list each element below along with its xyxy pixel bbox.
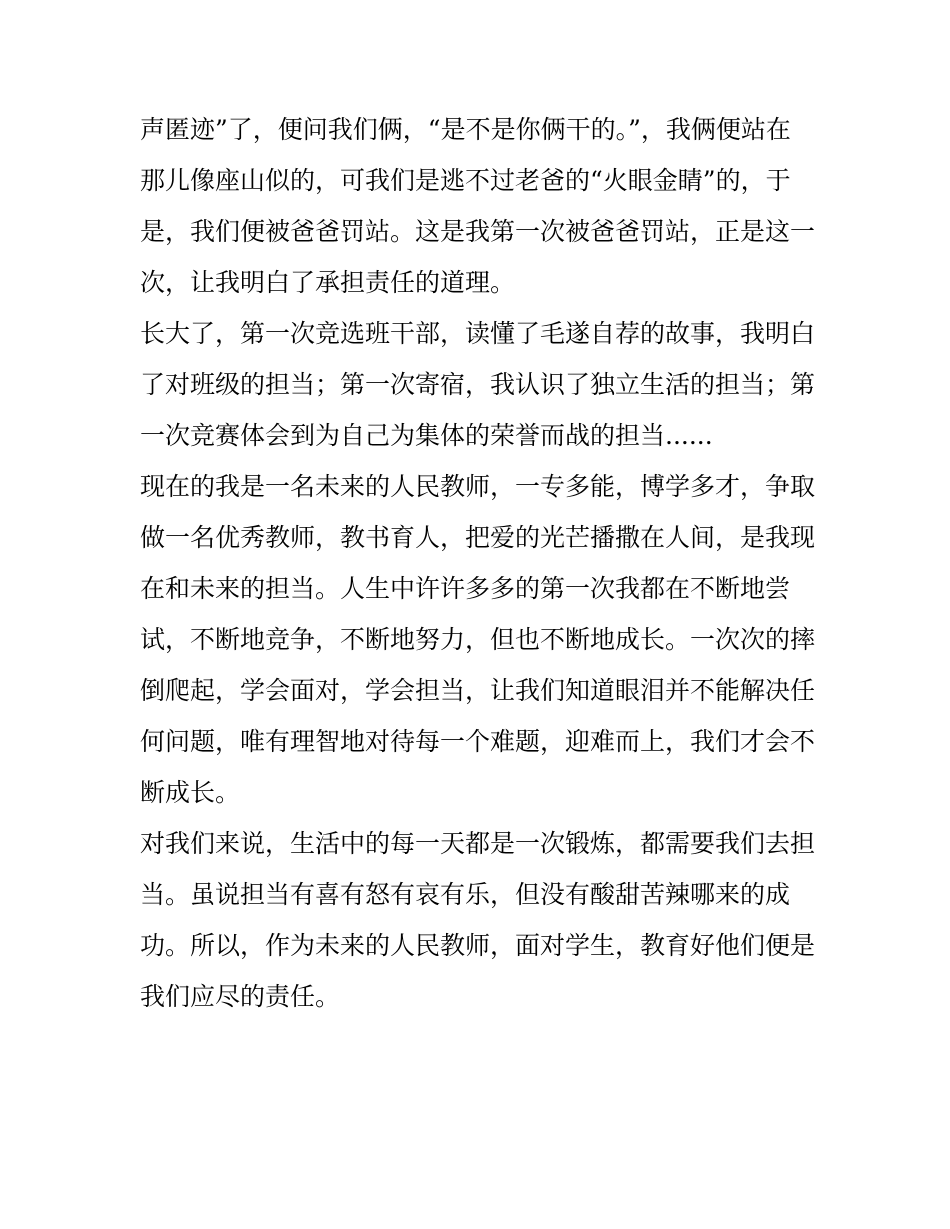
text-line-12: 倒爬起，学会面对，学会担当，让我们知道眼泪并不能解决任 — [140, 676, 816, 705]
text-line-17: 功。所以，作为未来的人民教师，面对学生，教育好他们便是 — [140, 931, 816, 960]
text-line-2: 那儿像座山似的，可我们是逃不过老爸的“火眼金睛”的，于 — [140, 166, 791, 195]
text-line-5: 长大了，第一次竞选班干部，读懂了毛遂自荐的故事，我明白 — [140, 319, 816, 348]
text-line-16: 当。虽说担当有喜有怒有哀有乐，但没有酸甜苦辣哪来的成 — [140, 880, 791, 909]
essay-body — [140, 104, 820, 1022]
text-line-8: 现在的我是一名未来的人民教师，一专多能，博学多才，争取 — [140, 472, 816, 501]
text-line-3: 是，我们便被爸爸罚站。这是我第一次被爸爸罚站，正是这一 — [140, 217, 816, 246]
text-line-13: 何问题，唯有理智地对待每一个难题，迎难而上，我们才会不 — [140, 727, 816, 756]
text-line-7: 一次竞赛体会到为自己为集体的荣誉而战的担当...... — [140, 421, 713, 450]
text-line-9: 做一名优秀教师，教书育人，把爱的光芒播撒在人间，是我现 — [140, 523, 816, 552]
text-line-1: 声匿迹”了，便问我们俩，“是不是你俩干的。”，我俩便站在 — [140, 115, 791, 144]
text-line-10: 在和未来的担当。人生中许许多多的第一次我都在不断地尝 — [140, 574, 791, 603]
text-line-14: 断成长。 — [140, 778, 241, 807]
text-line-11: 试，不断地竞争，不断地努力，但也不断地成长。一次次的摔 — [140, 625, 816, 654]
text-line-18: 我们应尽的责任。 — [140, 982, 341, 1011]
text-line-15: 对我们来说，生活中的每一天都是一次锻炼，都需要我们去担 — [140, 829, 816, 858]
text-line-6: 了对班级的担当；第一次寄宿，我认识了独立生活的担当；第 — [140, 370, 816, 399]
text-line-4: 次，让我明白了承担责任的道理。 — [140, 268, 516, 297]
